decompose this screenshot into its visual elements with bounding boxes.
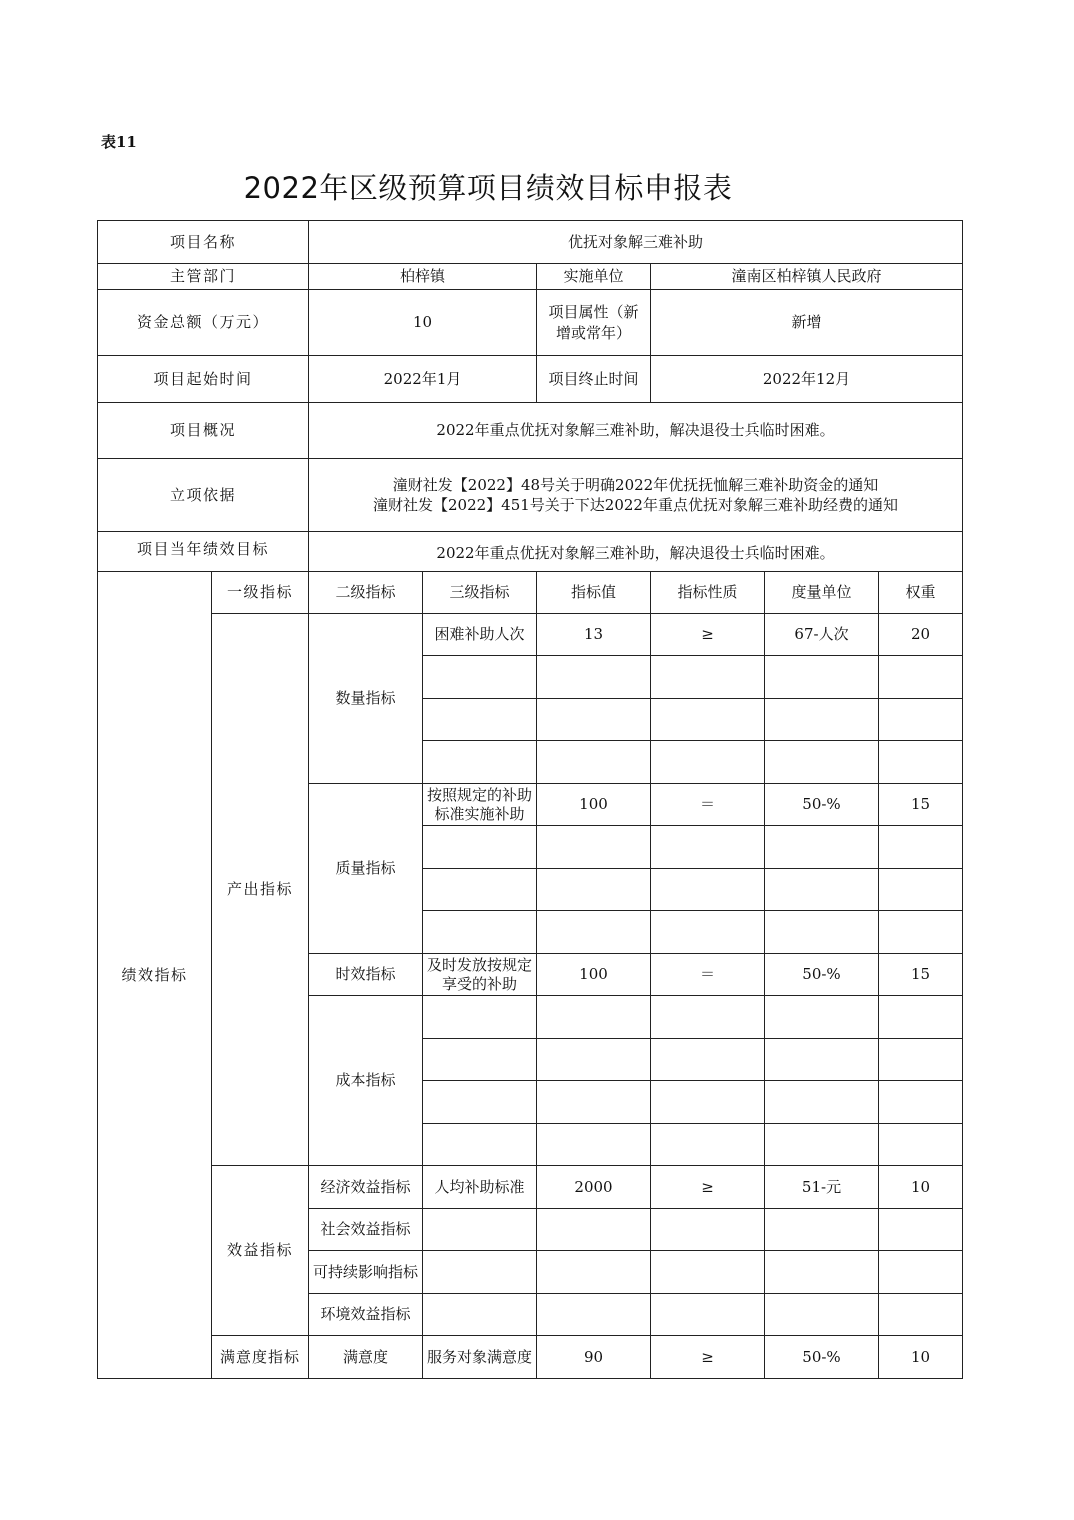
attr-value: 新增 — [651, 290, 963, 356]
empty-cell — [879, 741, 963, 784]
empty-cell — [537, 1251, 651, 1294]
empty-cell — [651, 656, 765, 699]
empty-cell — [651, 699, 765, 741]
empty-cell — [765, 656, 879, 699]
header-level2: 二级指标 — [309, 572, 423, 614]
empty-cell — [651, 1039, 765, 1081]
header-level3: 三级指标 — [423, 572, 537, 614]
level2-env: 环境效益指标 — [309, 1294, 423, 1336]
level2-economic: 经济效益指标 — [309, 1166, 423, 1209]
header-nature: 指标性质 — [651, 572, 765, 614]
level2-satis: 满意度 — [309, 1336, 423, 1379]
empty-cell — [537, 699, 651, 741]
t1-nature: ＝ — [651, 954, 765, 996]
funds-value: 10 — [309, 290, 537, 356]
attr-label-line1: 项目属性（新 — [548, 303, 639, 322]
empty-cell — [651, 869, 765, 911]
t1-name-line1: 及时发放按规定 — [426, 955, 532, 974]
empty-cell — [651, 911, 765, 954]
e1-unit: 51-元 — [765, 1166, 879, 1209]
level2-social: 社会效益指标 — [309, 1209, 423, 1251]
empty-cell — [879, 699, 963, 741]
empty-cell — [879, 869, 963, 911]
empty-cell — [879, 1209, 963, 1251]
empty-cell — [537, 996, 651, 1039]
basis-line1: 潼财社发【2022】48号关于明确2022年优抚抚恤解三难补助资金的通知 — [392, 475, 879, 494]
ql1-value: 100 — [537, 784, 651, 826]
empty-cell — [537, 1294, 651, 1336]
q1-weight: 20 — [879, 614, 963, 656]
empty-cell — [423, 699, 537, 741]
empty-cell — [537, 1209, 651, 1251]
empty-cell — [423, 869, 537, 911]
t1-name-line2: 享受的补助 — [441, 974, 517, 993]
group-satisfaction: 满意度指标 — [212, 1336, 309, 1379]
t1-value: 100 — [537, 954, 651, 996]
impl-value: 潼南区柏梓镇人民政府 — [651, 264, 963, 290]
empty-cell — [423, 656, 537, 699]
s1-unit: 50-% — [765, 1336, 879, 1379]
performance-form-table — [97, 220, 963, 1379]
basis-value — [309, 459, 963, 532]
level2-cost: 成本指标 — [309, 996, 423, 1166]
project-name-value: 优抚对象解三难补助 — [309, 221, 963, 264]
header-weight: 权重 — [879, 572, 963, 614]
attr-label — [537, 290, 651, 356]
goal-label: 项目当年绩效目标 — [98, 532, 309, 572]
empty-cell — [765, 699, 879, 741]
empty-cell — [537, 1081, 651, 1124]
empty-cell — [765, 1124, 879, 1166]
empty-cell — [651, 1294, 765, 1336]
project-name-label: 项目名称 — [98, 221, 309, 264]
s1-nature: ≥ — [651, 1336, 765, 1379]
empty-cell — [879, 1081, 963, 1124]
empty-cell — [879, 1039, 963, 1081]
empty-cell — [423, 1294, 537, 1336]
perf-label: 绩效指标 — [98, 572, 212, 1379]
header-level1: 一级指标 — [212, 572, 309, 614]
empty-cell — [879, 1251, 963, 1294]
empty-cell — [765, 869, 879, 911]
ql1-nature: ＝ — [651, 784, 765, 826]
overview-value: 2022年重点优抚对象解三难补助，解决退役士兵临时困难。 — [309, 403, 963, 459]
page-title: 2022年区级预算项目绩效目标申报表 — [243, 171, 733, 205]
empty-cell — [651, 1081, 765, 1124]
empty-cell — [879, 1294, 963, 1336]
empty-cell — [423, 1124, 537, 1166]
goal-value: 2022年重点优抚对象解三难补助，解决退役士兵临时困难。 — [309, 532, 963, 572]
header-unit: 度量单位 — [765, 572, 879, 614]
dept-label: 主管部门 — [98, 264, 309, 290]
empty-cell — [765, 1081, 879, 1124]
group-benefit: 效益指标 — [212, 1166, 309, 1336]
empty-cell — [537, 869, 651, 911]
level2-sustain: 可持续影响指标 — [309, 1251, 423, 1294]
ql1-name — [423, 784, 537, 826]
empty-cell — [423, 1209, 537, 1251]
basis-label: 立项依据 — [98, 459, 309, 532]
empty-cell — [765, 1251, 879, 1294]
empty-cell — [537, 826, 651, 869]
empty-cell — [651, 996, 765, 1039]
empty-cell — [651, 1251, 765, 1294]
empty-cell — [765, 996, 879, 1039]
level2-timeliness: 时效指标 — [309, 954, 423, 996]
header-value: 指标值 — [537, 572, 651, 614]
empty-cell — [537, 911, 651, 954]
empty-cell — [423, 1039, 537, 1081]
s1-weight: 10 — [879, 1336, 963, 1379]
empty-cell — [765, 1294, 879, 1336]
empty-cell — [651, 826, 765, 869]
empty-cell — [423, 911, 537, 954]
e1-name: 人均补助标准 — [423, 1166, 537, 1209]
start-value: 2022年1月 — [309, 356, 537, 403]
s1-name: 服务对象满意度 — [423, 1336, 537, 1379]
empty-cell — [423, 826, 537, 869]
q1-nature: ≥ — [651, 614, 765, 656]
end-label: 项目终止时间 — [537, 356, 651, 403]
empty-cell — [879, 826, 963, 869]
empty-cell — [537, 1039, 651, 1081]
q1-name: 困难补助人次 — [423, 614, 537, 656]
e1-value: 2000 — [537, 1166, 651, 1209]
ql1-name-line2: 标准实施补助 — [434, 804, 525, 823]
level2-quality: 质量指标 — [309, 784, 423, 954]
empty-cell — [879, 1124, 963, 1166]
empty-cell — [879, 996, 963, 1039]
empty-cell — [651, 741, 765, 784]
table-number: 表11 — [101, 133, 137, 151]
empty-cell — [537, 656, 651, 699]
t1-unit: 50-% — [765, 954, 879, 996]
ql1-weight: 15 — [879, 784, 963, 826]
ql1-name-line1: 按照规定的补助 — [426, 785, 532, 804]
empty-cell — [765, 826, 879, 869]
empty-cell — [651, 1209, 765, 1251]
t1-weight: 15 — [879, 954, 963, 996]
empty-cell — [765, 1209, 879, 1251]
start-label: 项目起始时间 — [98, 356, 309, 403]
empty-cell — [879, 911, 963, 954]
e1-weight: 10 — [879, 1166, 963, 1209]
level2-quantity: 数量指标 — [309, 614, 423, 784]
q1-unit: 67-人次 — [765, 614, 879, 656]
t1-name — [423, 954, 537, 996]
empty-cell — [765, 911, 879, 954]
q1-value: 13 — [537, 614, 651, 656]
e1-nature: ≥ — [651, 1166, 765, 1209]
empty-cell — [879, 656, 963, 699]
group-output: 产出指标 — [212, 614, 309, 1166]
empty-cell — [765, 1039, 879, 1081]
empty-cell — [423, 996, 537, 1039]
s1-value: 90 — [537, 1336, 651, 1379]
end-value: 2022年12月 — [651, 356, 963, 403]
ql1-unit: 50-% — [765, 784, 879, 826]
empty-cell — [423, 1081, 537, 1124]
empty-cell — [423, 741, 537, 784]
empty-cell — [651, 1124, 765, 1166]
dept-value: 柏梓镇 — [309, 264, 537, 290]
impl-label: 实施单位 — [537, 264, 651, 290]
empty-cell — [423, 1251, 537, 1294]
overview-label: 项目概况 — [98, 403, 309, 459]
empty-cell — [537, 741, 651, 784]
basis-line2: 潼财社发【2022】451号关于下达2022年重点优抚对象解三难补助经费的通知 — [373, 496, 898, 514]
empty-cell — [765, 741, 879, 784]
empty-cell — [537, 1124, 651, 1166]
attr-label-line2: 增或常年） — [555, 323, 631, 342]
funds-label: 资金总额（万元） — [98, 290, 309, 356]
